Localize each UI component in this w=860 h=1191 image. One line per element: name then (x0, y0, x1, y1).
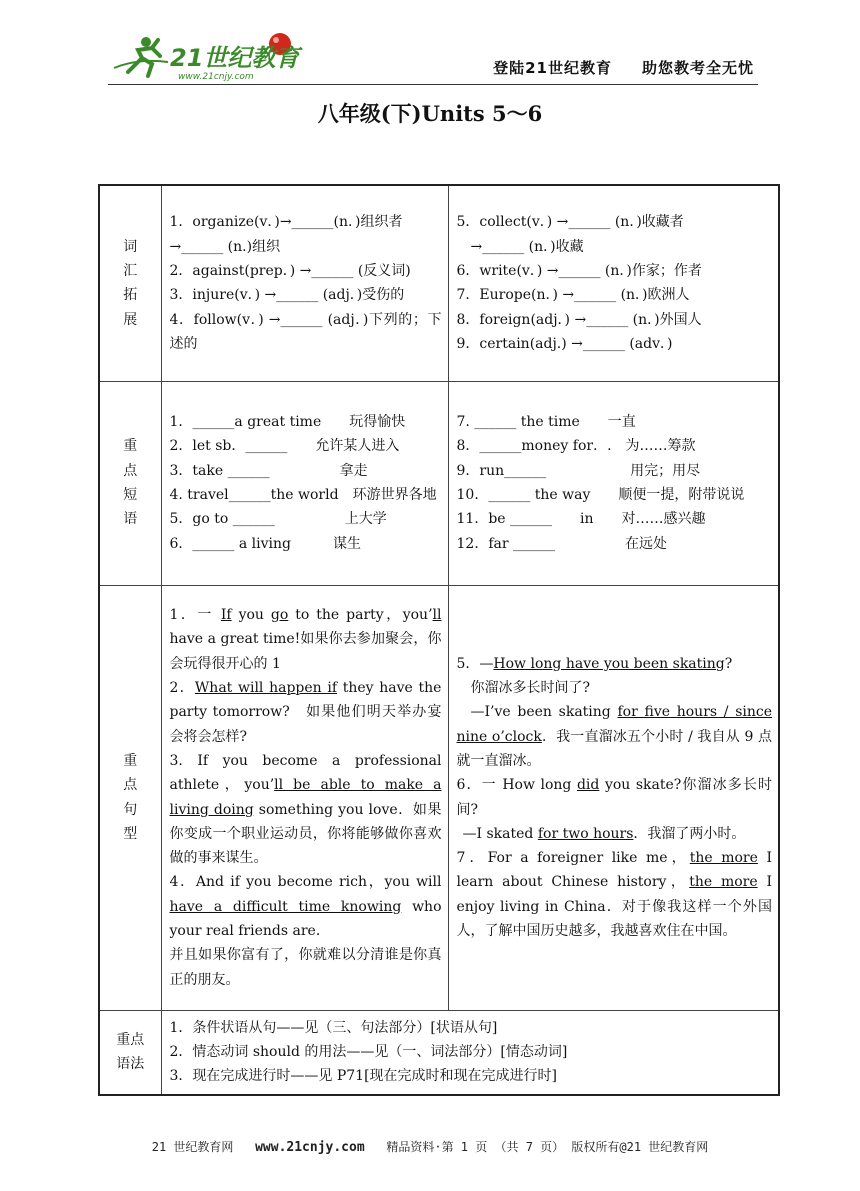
sentence-text: you skate?你溜冰多长时间? (456, 777, 772, 818)
phrase-item: 1．______a great time 玩得愉快 (169, 414, 406, 431)
phrases-row (99, 381, 779, 585)
phrase-item: 6．______ a living 谋生 (169, 535, 361, 552)
grammar-label-text: 重点 语法 (116, 1031, 145, 1073)
vocab-item: 7．Europe(n．) →______ (n．)欧洲人 (456, 287, 690, 304)
sentence-text: they have the party tomorrow? 如果他们明天举办宴会将会怎样? (169, 680, 442, 745)
vocab-item: 6．write(v．) →______ (n．)作家；作者 (456, 262, 702, 279)
sentence-text: —I’ve been skating (470, 704, 618, 721)
sentence-text: who your real friends are． (169, 898, 442, 939)
sentence-text: 2． (169, 680, 195, 697)
sentence-underline: What will happen if (194, 680, 338, 697)
vocab-item: 3．injure(v．) →______ (adj．)受伤的 (169, 287, 405, 304)
grammar-label (99, 1010, 161, 1095)
footer-site: 21 世纪教育网 (151, 1140, 234, 1154)
sentences-label-text: 重 点 句 型 (123, 752, 138, 842)
sentence-translation: 并且如果你富有了，你就难以分清谁是你真正的朋友。 (169, 947, 442, 988)
sentence-text: 3. If you become a professional athlete，you’ (169, 752, 442, 794)
vocab-item: 2．against(prep．) →______ (反义词) (169, 262, 411, 279)
sentence-text: you (231, 607, 271, 624)
vocab-item: 4．follow(v．) →______ (adj．)下列的；下述的 (169, 311, 442, 352)
logo (108, 28, 308, 82)
vocab-label (99, 185, 161, 381)
sentence-item (170, 749, 442, 870)
sentence-text: I learn about Chinese history， (456, 850, 773, 891)
footer-url[interactable]: www.21cnjy.com (255, 1140, 365, 1155)
grammar-item: 3．现在完成进行时——见 P71[现在完成时和现在完成进行时] (169, 1068, 558, 1085)
vocab-row (99, 185, 779, 381)
sentence-text: 4．And if you become rich，you will (169, 874, 442, 891)
sentence-underline: did (576, 777, 600, 794)
sentence-text: something you love．如果你变成一个职业运动员，你将能够做你喜欢做的事来谋生。 (169, 801, 442, 867)
sentence-underline: go (270, 607, 289, 624)
phrases-label-text: 重 点 短 语 (123, 438, 138, 528)
logo-url: www.21cnjy.com (178, 72, 254, 82)
phrase-item: 11．be ______ in 对……感兴趣 (456, 511, 706, 528)
vocab-item: 1．organize(v．)→______(n．)组织者 (169, 214, 403, 231)
sentence-text: ．我溜了两小时。 (633, 825, 746, 842)
grammar-item: 1．条件状语从句——见（三、句法部分）[状语从句] (169, 1019, 498, 1036)
sentences-left (161, 585, 448, 1010)
logo-text: 21世纪教育 (170, 44, 300, 72)
sentence-underline: the more (689, 874, 758, 891)
footer-page-info: 精品资料·第 1 页 （共 7 页） 版权所有@21 世纪教育网 (386, 1140, 709, 1154)
sentence-item (457, 700, 773, 773)
slogan-help: 助您教考全无忧 (641, 59, 754, 77)
sentence-item (457, 773, 773, 822)
sentence-underline: the more (689, 850, 758, 867)
phrase-item: 8．______money for．. 为……筹款 (456, 438, 696, 455)
vocab-item: →______ (n．)收藏 (470, 238, 584, 255)
page-header (108, 28, 758, 85)
study-table (98, 184, 780, 1096)
sentence-text: 7．For a foreigner like me， (456, 850, 690, 867)
sentences-row (99, 585, 779, 1010)
sentence-text: to the party，you’ (288, 607, 433, 624)
sentence-underline: ll be able to make a living doing (169, 777, 442, 818)
sentence-underline: have a difficult time knowing (169, 898, 402, 915)
sentences-right (448, 585, 779, 1010)
phrases-label (99, 381, 161, 585)
sentence-item (170, 676, 442, 749)
sentence-item (457, 822, 773, 846)
sentence-underline: If (220, 607, 232, 624)
phrase-item: 4. travel______the world 环游世界各地 (169, 487, 437, 503)
phrases-right (448, 381, 779, 585)
sentence-underline: ll (432, 607, 442, 624)
grammar-content (161, 1010, 779, 1095)
sentence-text: ? (724, 655, 733, 672)
page-footer (0, 1138, 860, 1155)
sentence-item (170, 603, 442, 676)
phrase-item: 2．let sb．______ 允许某人进入 (169, 438, 400, 455)
vocab-right (448, 185, 779, 381)
vocab-left (161, 185, 448, 381)
phrase-item: 12．far ______ 在远处 (456, 535, 667, 552)
sentence-item (170, 870, 442, 943)
sentence-text: have a great time!如果你去参加聚会，你会玩得很开心的 1 (169, 631, 442, 672)
vocab-label-text: 词 汇 拓 展 (123, 238, 138, 328)
sentence-item (457, 652, 773, 676)
vocab-item: 5．collect(v．) →______ (n．)收藏者 (456, 214, 684, 231)
vocab-item: →______ (n.)组织 (169, 238, 281, 255)
sentence-text: I enjoy living in China．对于像我这样一个外国人，了解中国历史越多，我越喜欢住在中国。 (456, 874, 772, 939)
sentence-text: ．我一直溜冰五个小时 / 我自从 9 点就一直溜冰。 (456, 728, 772, 769)
sentence-translation: 你溜冰多长时间了? (470, 680, 591, 697)
header-slogan (493, 57, 754, 78)
phrase-item: 5．go to ______ 上大学 (169, 511, 387, 528)
sentence-underline: for five hours / since nine o’clock (456, 704, 773, 745)
vocab-item: 8．foreign(adj．) →______ (n．)外国人 (456, 311, 702, 328)
sentence-text: 5．— (456, 655, 494, 672)
vocab-item: 9．certain(adj.) →______ (adv．) (456, 335, 673, 352)
phrase-item: 9．run______ 用完；用尽 (456, 462, 701, 479)
sentence-item (457, 846, 773, 943)
sentence-text: —I skated (462, 825, 538, 842)
sentence-underline: How long have you been skating (493, 655, 725, 672)
sentence-text: 6．一 How long (456, 777, 577, 794)
phrase-item: 7. ______ the time 一直 (456, 414, 636, 431)
page-title: 八年级(下)Units 5～6 (317, 101, 543, 126)
phrase-item: 3．take ______ 拿走 (169, 462, 368, 479)
sentences-label (99, 585, 161, 1010)
sentence-text: 1．一 (169, 607, 221, 624)
sentence-underline: for two hours (537, 825, 634, 842)
grammar-row (99, 1010, 779, 1095)
slogan-login: 登陆21世纪教育 (493, 59, 612, 77)
phrases-left (161, 381, 448, 585)
phrase-item: 10．______ the way 顺便一提，附带说说 (456, 487, 745, 503)
grammar-item: 2．情态动词 should 的用法——见（一、词法部分）[情态动词] (169, 1044, 568, 1061)
